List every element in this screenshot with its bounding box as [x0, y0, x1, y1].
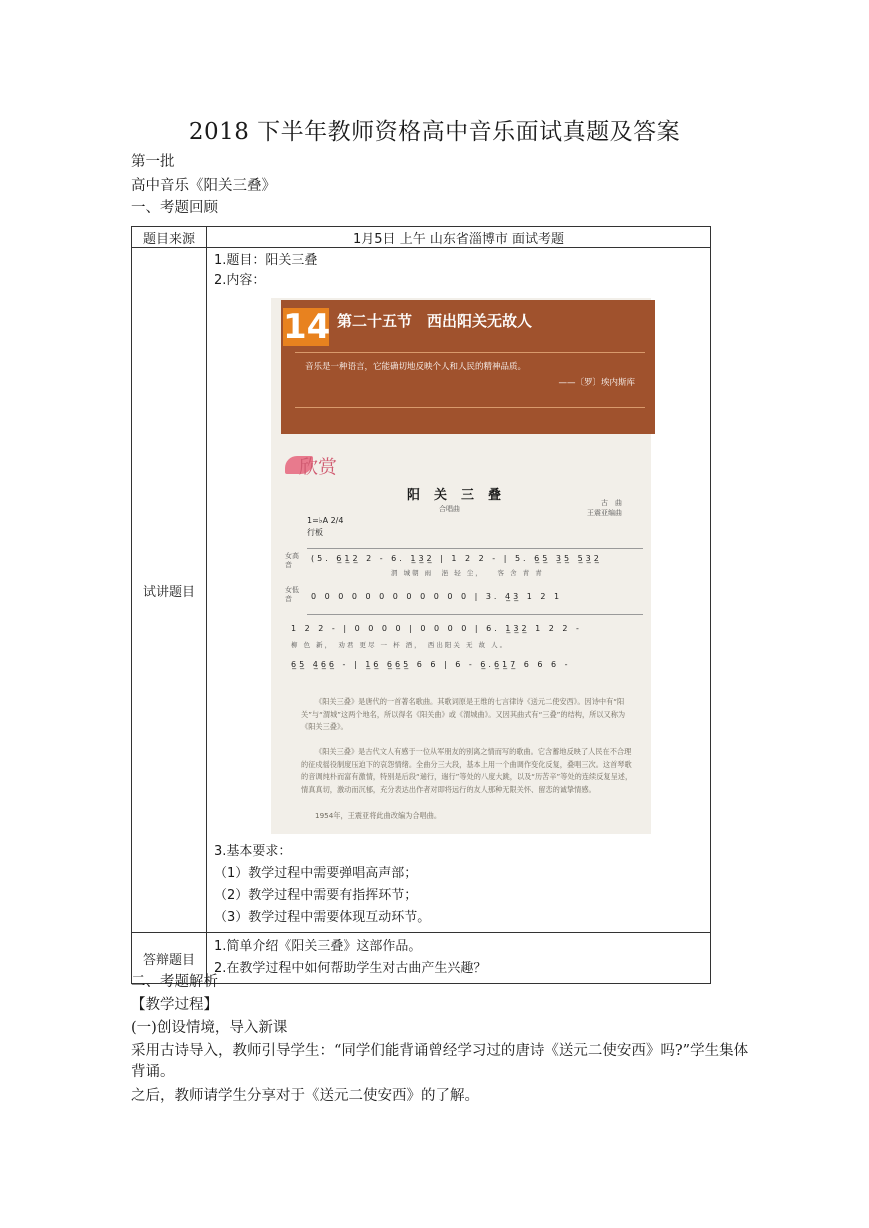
defense-label: 答辩题目	[132, 933, 207, 984]
textbook-paragraph-3: 1954年，王震亚将此曲改编为合唱曲。	[315, 811, 442, 820]
step-heading: (一)创设情境，导入新课	[131, 1020, 288, 1036]
voice-alto: 女低音	[285, 586, 299, 603]
arranger: 王震亚编曲	[587, 509, 622, 517]
textbook-image	[271, 298, 651, 834]
batch-label: 第一批	[131, 154, 175, 170]
requirement-item: （2）教学过程中需要有指挥环节；	[214, 888, 418, 903]
defense-item: 2.在教学过程中如何帮助学生对古曲产生兴趣？	[214, 961, 487, 976]
score-rule	[307, 548, 643, 549]
song-title: 阳关三叠	[406, 488, 515, 503]
item-content-label: 2.内容：	[214, 273, 266, 288]
chapter-quote: 音乐是一种语言，它能确切地反映个人和人民的精神品质。	[305, 362, 527, 372]
song-subtitle: 合唱曲	[439, 505, 460, 513]
section-heading-review: 一、考题回顾	[131, 200, 218, 216]
appreciation-badge	[285, 450, 355, 478]
chapter-quote-box	[295, 352, 645, 408]
tempo-word: 行板	[307, 528, 323, 537]
score-alto-line-2: 6̲5̲ 4̲6̲6̲ - | 1̲6̲ 6̲6̲5̲ 6 6 | 6 - 6̲.6̲1̲7̲ 6 6 6 -	[291, 660, 571, 669]
textbook-paragraph-2: 《阳关三叠》是古代文人有感于一位从军朋友的别离之情而写的歌曲。它含蓄地反映了人民在不合理的征戍徭役制度压迫下的哀怨情绪。全曲分三大段，基本上用一个曲调作变化反复，叠唱三次。这首琴歌的音调纯朴而富有激情，特别是后段“遄行，遄行”等处的八度大跳，以及“历苦辛”等处的连续反复呈述，情真真切，激动而沉郁，充分表达出作者对即将远行的友人那种无限关怀、留恋的诚挚情感。	[301, 747, 633, 794]
score-lyrics-line-2: 柳 色 新， 劝君 更尽 一 杯 酒， 西出阳关 无 故 人。	[291, 641, 509, 649]
teaching-process-heading: 【教学过程】	[131, 997, 218, 1013]
exam-table	[131, 226, 711, 984]
body-paragraph-1: 采用古诗导入，教师引导学生：“同学们能背诵曾经学习过的唐诗《送元二使安西》吗?”学生集体背诵。	[131, 1043, 749, 1080]
voice-soprano: 女高音	[285, 552, 299, 569]
lecture-content	[207, 248, 711, 933]
textbook-paragraph-1: 《阳关三叠》是唐代的一首著名歌曲。其歌词原是王维的七言律诗《送元二使安西》。因诗中有“阳关”与“渭城”这两个地名，所以得名《阳关曲》或《渭城曲》。又因其曲式有“三叠”的结构，所以又称为《阳关三叠》。	[301, 697, 626, 731]
requirement-item: （3）教学过程中需要体现互动环节。	[214, 910, 431, 925]
quote-author: ——〔罗〕埃内斯库	[558, 378, 635, 388]
section-heading-analysis: 二、考题解析	[131, 974, 218, 990]
source-value: 1月5日 上午 山东省淄博市 面试考题	[207, 227, 711, 248]
score-alto-line-1: 0 0 0 0 0 0 0 0 0 0 0 0 | 3. 4̲3̲ 1 2 1	[311, 592, 563, 601]
tempo-key: 1=♭A 2/4	[307, 516, 344, 525]
subject-line: 高中音乐《阳关三叠》	[131, 178, 276, 194]
document-title: 2018 下半年教师资格高中音乐面试真题及答案	[188, 119, 681, 145]
chapter-number: 14	[283, 307, 331, 347]
score-soprano-line-2: 1 2 2 - | 0 0 0 0 | 0 0 0 0 | 6. 1̲3̲2̲ 1 2 2 -	[291, 624, 582, 633]
item-title: 1.题目：阳关三叠	[214, 253, 318, 268]
appreciation-label: 欣赏	[299, 456, 338, 478]
composer: 古 曲	[601, 499, 622, 507]
chapter-title: 第二十五节 西出阳关无故人	[337, 312, 533, 330]
body-paragraph-2: 之后，教师请学生分享对于《送元二使安西》的了解。	[131, 1088, 479, 1104]
chapter-banner	[281, 300, 655, 434]
requirement-item: （1）教学过程中需要弹唱高声部；	[214, 866, 418, 881]
source-label: 题目来源	[132, 227, 207, 248]
score-lyrics-line-1: 渭 城朝 雨 浥 轻 尘， 客 舍 青 青	[391, 569, 544, 577]
defense-item: 1.简单介绍《阳关三叠》这部作品。	[214, 939, 422, 954]
score-rule	[307, 614, 643, 615]
requirements-title: 3.基本要求：	[214, 844, 292, 859]
score-soprano-line-1: (5. 6̲1̲2̲ 2 - 6. 1̲3̲2̲ | 1 2 2 - | 5. 6̲5̲ 3̲5̲ 5̲3̲2̲	[311, 554, 602, 563]
lecture-label: 试讲题目	[132, 248, 207, 933]
